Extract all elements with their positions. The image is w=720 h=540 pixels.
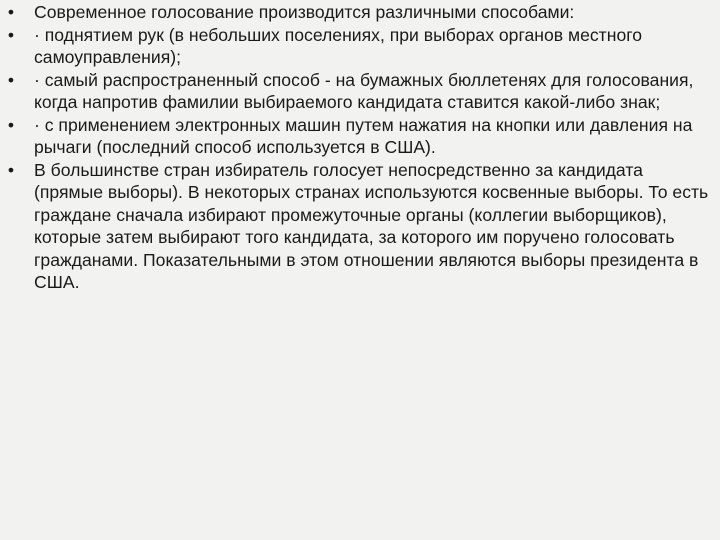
bullet-text: · самый распространенный способ - на бумажных бюллетенях для голосования, когда напротив фамилии выбираемого кандидата ставится какой-либо знак; (34, 69, 694, 112)
bullet-item-direct-indirect-elections (0, 159, 712, 294)
bullet-dot-icon: • (7, 159, 15, 180)
bullet-dot-icon: • (7, 2, 15, 22)
bullet-text: · поднятием рук (в небольших поселениях, при выборах органов местного самоуправления); (34, 24, 643, 67)
bullet-item-voting-methods (0, 1, 712, 24)
bullet-text: В большинстве стран избиратель голосует непосредственно за кандидата (прямые выборы). В некоторых странах используются косвенные выборы. То есть граждане сначала избирают промежуточные органы (коллегии выборщиков), которые затем выбирают того кандидата, за которого им поручено голосовать гражданами. Показательными в этом отношении являются выборы президента в США. (34, 159, 709, 292)
bullet-text: Современное голосование производится различными способами: (34, 2, 575, 22)
bullet-item-paper-ballots (0, 69, 712, 114)
bullet-item-show-of-hands (0, 24, 712, 69)
bullet-item-electronic-machines (0, 114, 712, 159)
bullet-dot-icon: • (7, 114, 15, 135)
bullet-dot-icon: • (7, 69, 15, 90)
bullet-dot-icon: • (7, 24, 15, 45)
bullet-text: · с применением электронных машин путем нажатия на кнопки или давления на рычаги (последний способ используется в США). (34, 114, 693, 157)
